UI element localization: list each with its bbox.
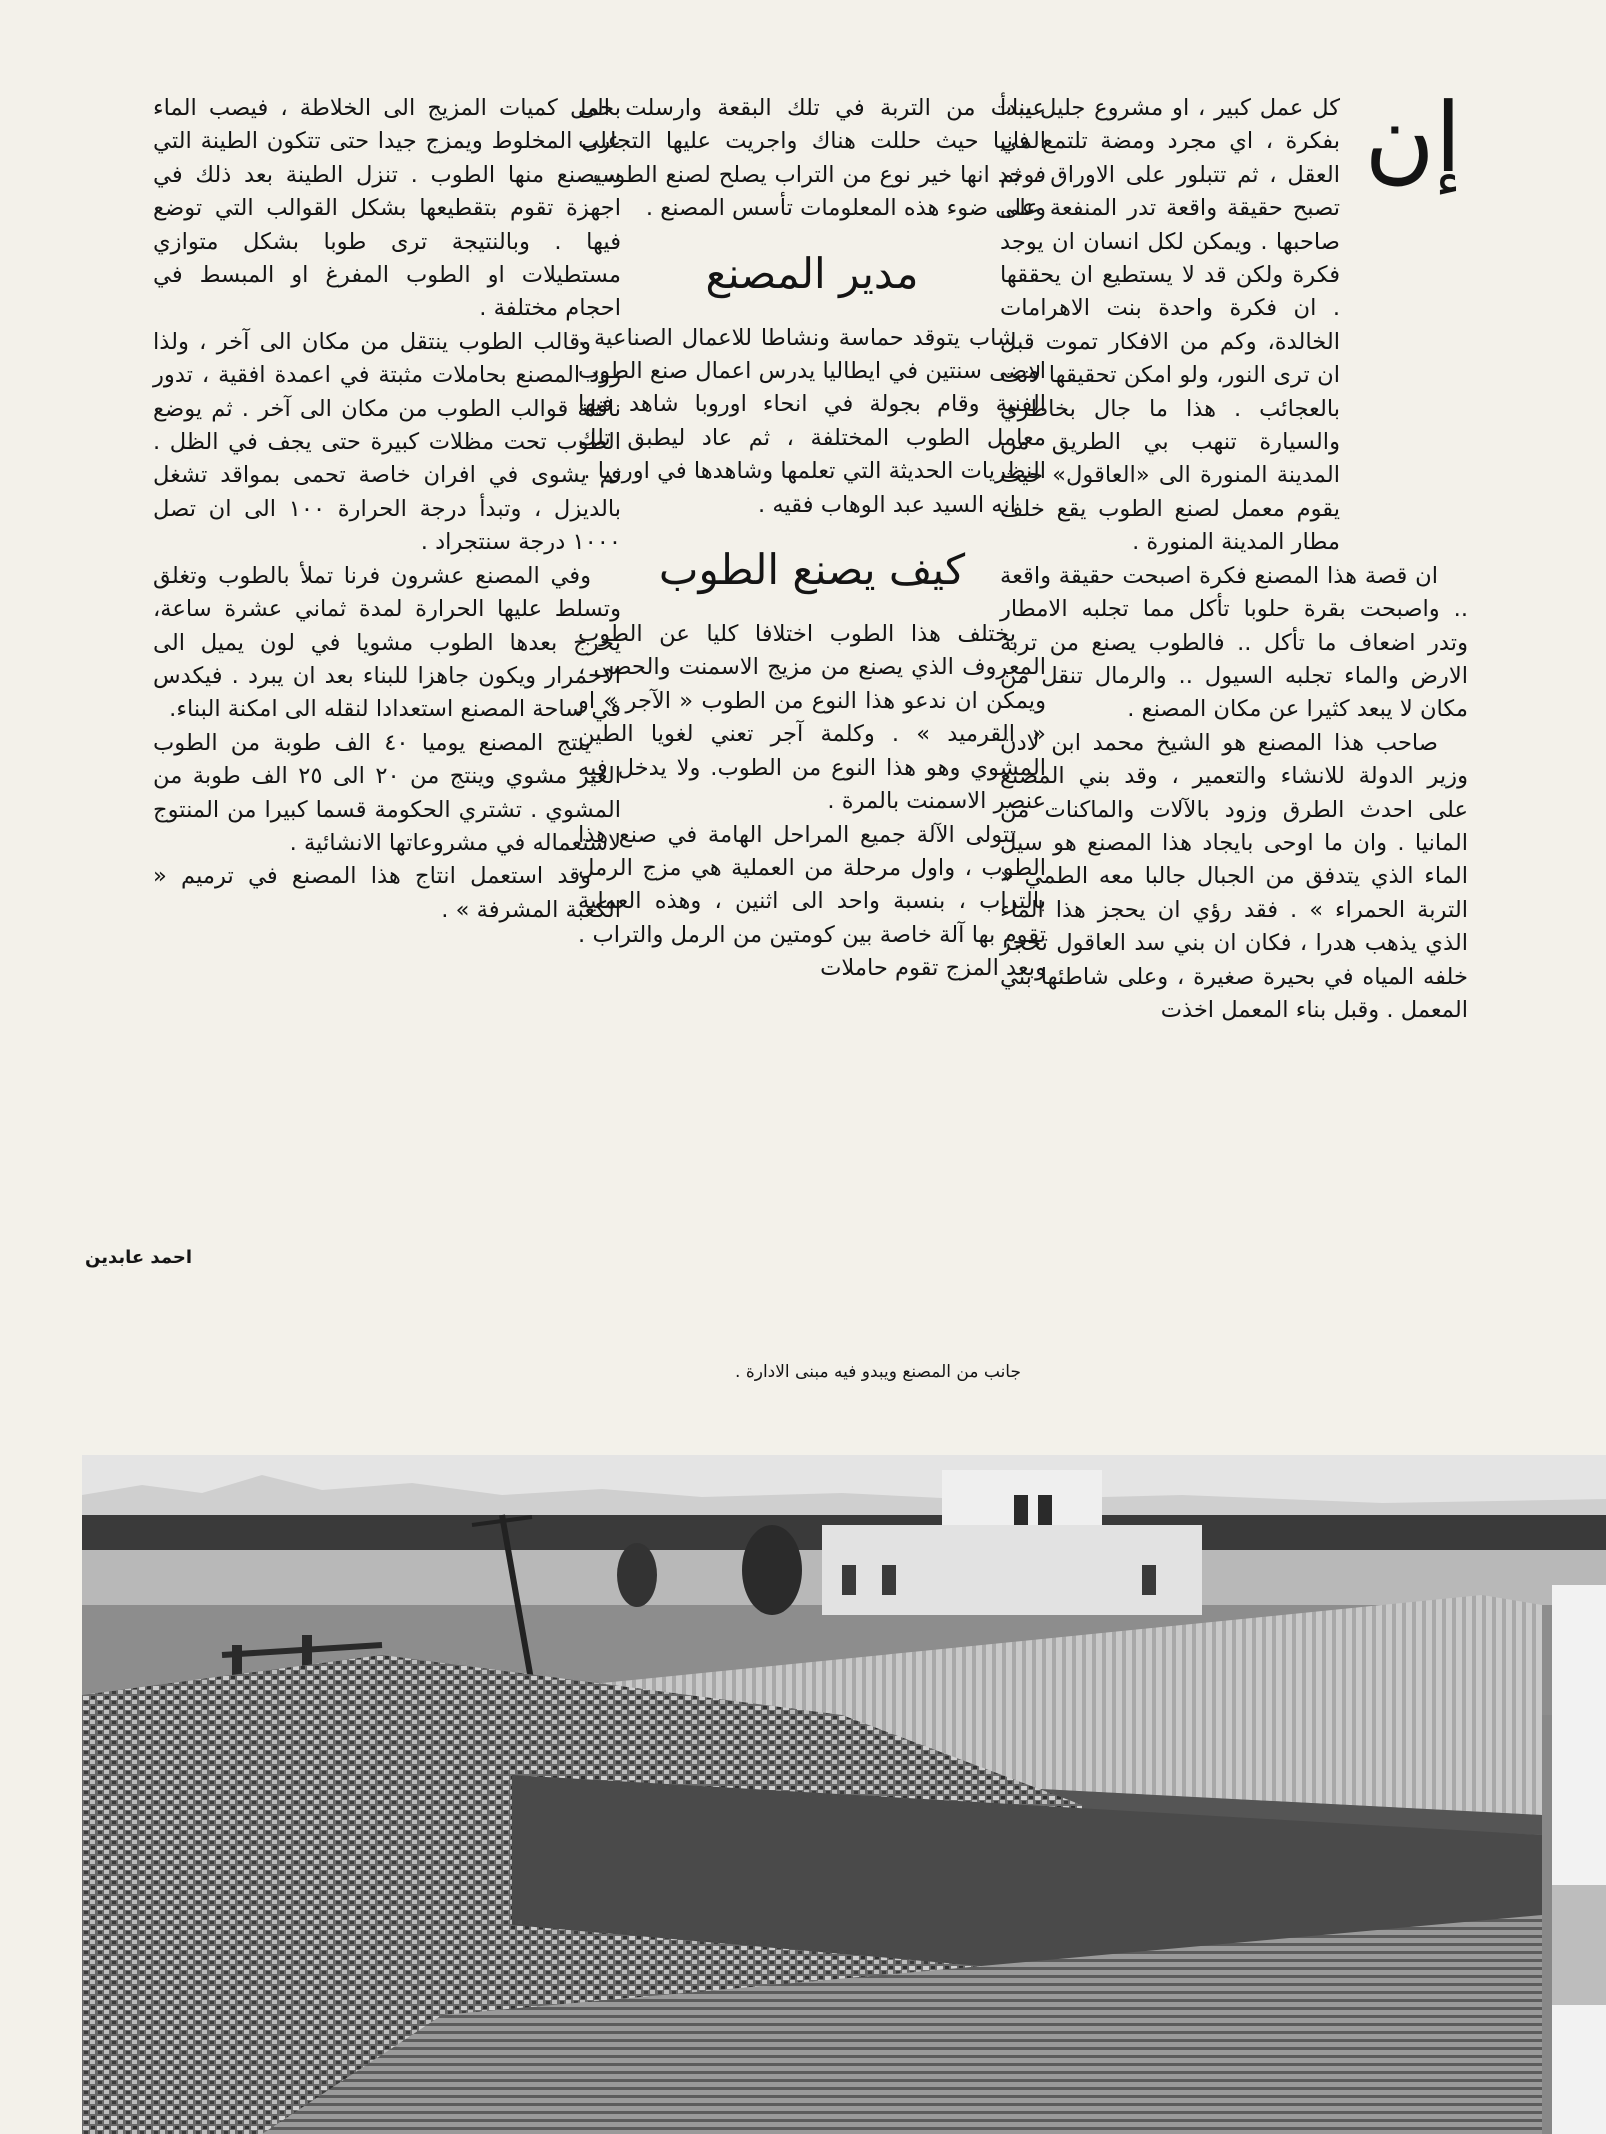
article-paragraph: وقد استعمل انتاج هذا المصنع في ترميم « الكعبة المشرفة » .: [153, 863, 621, 923]
column-left: [153, 92, 621, 927]
article-paragraph: شاب يتوقد حماسة ونشاطا للاعمال الصناعية . امضى سنتين في ايطاليا يدرس اعمال صنع الطوب الفنية وقام بجولة في انحاء اوروبا شاهد فيها معامل الطوب المختلفة ، ثم عاد ليطبق تلك النظريات الحديثة التي تعلمها وشاهدها في اوروبا .: [578, 324, 1046, 485]
article-paragraph: وفي المصنع عشرون فرنا تملأ بالطوب وتغلق وتسلط عليها الحرارة لمدة ثماني عشرة ساعة، يخرج بعدها الطوب مشويا في لون يميل الى الاحمرار ويكون جاهزا للبناء بعد ان يبرد . فيكدس في ساحة المصنع استعدادا لنقله الى امكنة البناء.: [153, 562, 621, 723]
adjacent-photo: [1552, 1585, 1606, 2134]
factory-photo: [82, 1455, 1606, 2134]
section-heading-factory-manager: مدير المصنع: [705, 248, 919, 298]
article-paragraph: وقالب الطوب ينتقل من مكان الى آخر ، ولذا زود المصنع بحاملات مثبتة في اعمدة افقية ، تدور ناقلة قوالب الطوب من مكان الى آخر . ثم يوضع الطوب تحت مظلات كبيرة حتى يجف في الظل . ثم يشوى في افران خاصة تحمى بمواقد تشغل بالديزل ، وتبدأ درجة الحرارة ١٠٠ الى ان تصل ١٠٠٠ درجة سنتجراد .: [153, 328, 621, 556]
tree: [742, 1525, 802, 1615]
article-paragraph: يختلف هذا الطوب اختلافا كليا عن الطوب المعروف الذي يصنع من مزيج الاسمنت والحصى ، ويمكن ان ندعو هذا النوع من الطوب « الآجر » او « القرميد » . وكلمة آجر تعني لغويا الطين المشوي وهو هذا النوع من الطوب. ولا يدخل فيه عنصر الاسمنت بالمرة .: [578, 621, 1046, 815]
article-paragraph: ينتج المصنع يوميا ٤٠ الف طوبة من الطوب الغير مشوي وينتج من ٢٠ الى ٢٥ الف طوبة من المشوي . تشتري الحكومة قسما كبيرا من المنتوج لاستعماله في مشروعاتها الانشائية .: [153, 729, 621, 856]
factory-photo-illustration: [82, 1455, 1606, 2134]
article-paragraph: تتولى الآلة جميع المراحل الهامة في صنع هذا الطوب ، واول مرحلة من العملية هي مزج الرمل بالتراب ، بنسبة واحد الى اثنين ، وهذه العملية تقوم بها آلة خاصة بين كومتين من الرمل والتراب . وبعد المزج تقوم حاملات: [578, 821, 1046, 982]
article-paragraph: ان قصة هذا المصنع فكرة اصبحت حقيقة واقعة .. واصبحت بقرة حلوبا تأكل مما تجلبه الامطار وتدر اضعاف ما تأكل .. فالطوب يصنع من تربة الارض والماء تجلبه السيول .. والرمال تنقل من مكان لا يبعد كثيرا عن مكان المصنع .: [1000, 562, 1468, 723]
section-heading-how-brick-made: كيف يصنع الطوب: [658, 545, 966, 595]
author-byline: احمد عابدين: [85, 1247, 193, 1268]
photo-caption: جانب من المصنع ويبدو فيه مبنى الادارة .: [735, 1362, 1021, 1382]
article-lead-paragraph: كل عمل كبير ، او مشروع جليل يبدأ بفكرة ، اي مجرد ومضة تلتمع في العقل ، ثم تتبلور على الاوراق ، ثم تصبح حقيقة واقعة تدر المنفعة على صاحبها . ويمكن لكل انسان ان يوجد فكرة ولكن قد لا يستطيع ان يحققها . ان فكرة واحدة بنت الاهرامات الخالدة، وكم من الافكار تموت قبل ان ترى النور، ولو امكن تحقيقها لاتت بالعجائب . هذا ما جال بخاطري والسيارة تنهب بي الطريق من المدينة المنورة الى «العاقول» حيث يقوم معمل لصنع الطوب يقع خلف مطار المدينة المنورة .: [1000, 95, 1340, 556]
article-paragraph: صاحب هذا المصنع هو الشيخ محمد ابن لادن وزير الدولة للانشاء والتعمير ، وقد بني المصنع على احدث الطرق وزود بالآلات والماكنات من المانيا . وان ما اوحى بايجاد هذا المصنع هو سيل الماء الذي يتدفق من الجبال جالبا معه الطمي « التربة الحمراء » . فقد رؤي ان يحجز هذا الماء الذي يذهب هدرا ، فكان ان بني سد العاقول تحجز خلفه المياه في بحيرة صغيرة ، وعلى شاطئها بني المعمل . وقبل بناء المعمل اخذت: [1000, 729, 1468, 1023]
drop-cap: إن: [1364, 82, 1462, 194]
article-paragraph: انه السيد عبد الوهاب فقيه .: [758, 491, 1016, 518]
article-paragraph: بحمل كميات المزيج الى الخلاطة ، فيصب الماء على المخلوط ويمزج جيدا حتى تتكون الطينة التي سيصنع منها الطوب . تنزل الطينة بعد ذلك في اجهزة تقوم بتقطيعها بشكل القوالب التي توضع فيها . وبالنتيجة ترى طوبا بشكل متوازي مستطيلات او الطوب المفرغ او المبسط في احجام مختلفة .: [153, 95, 621, 322]
article-paragraph: عينات من التربة في تلك البقعة وارسلت الى المانيا حيث حللت هناك واجريت عليها التجارب فوجد انها خير نوع من التراب يصلح لصنع الطوب . وعلى ضوء هذه المعلومات تأسس المصنع .: [578, 95, 1046, 222]
tree: [617, 1543, 657, 1607]
column-middle: [578, 92, 1046, 986]
column-right: [1000, 82, 1468, 1027]
